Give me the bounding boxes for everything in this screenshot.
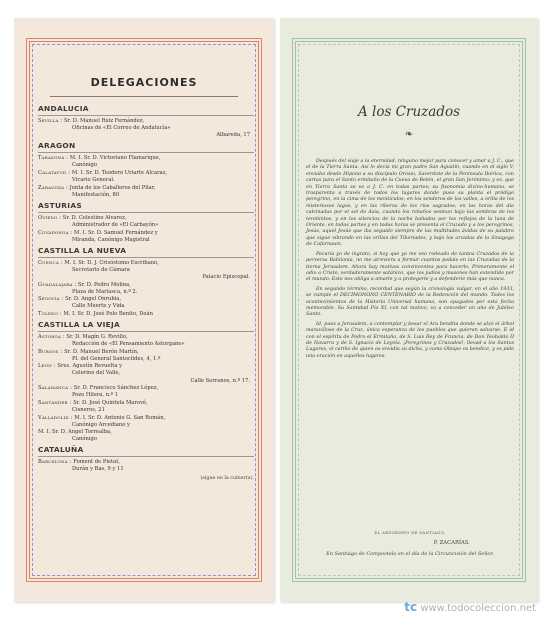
delegation-section: [38, 104, 254, 139]
delegate-address: Calle Serranos, n.º 17.: [190, 377, 250, 384]
city-name: Covadonga :: [38, 229, 73, 236]
delegate-detail: Manifestación, 80: [72, 191, 120, 198]
watermark: [404, 600, 536, 614]
city-name: Oviedo :: [38, 214, 62, 221]
delegate-detail: Pl. del General Santocildes, 4, 1.º: [72, 355, 161, 362]
letter-body: [306, 158, 514, 362]
delegate-detail: Canónigo Arcediano y: [72, 421, 130, 428]
delegate-name: M. I. Sr. D. Teodoro Uriarte Alcaraz,: [71, 169, 168, 176]
delegate-name: Sr. D. José Quintela Marové,: [73, 399, 148, 406]
city-name: Tarazona :: [38, 155, 69, 162]
delegaciones-title: DELEGACIONES: [90, 76, 198, 89]
delegate-name: Sr. D. Manuel Ruiz Fernández,: [64, 118, 145, 124]
delegate-address: Albareda, 17: [216, 132, 250, 139]
delegate-detail: Oficinas de «El Correo de Andalucía»: [72, 125, 171, 132]
delegate-name: Junta de los Caballeros del Pilar,: [69, 184, 156, 191]
delegation-entry: [38, 215, 254, 229]
delegation-section: [38, 141, 254, 199]
delegation-entry: [38, 311, 254, 318]
section-heading: CASTILLA LA VIEJA: [38, 319, 121, 329]
watermark-url: www.todocoleccion.net: [420, 603, 536, 614]
signature-block: [306, 530, 514, 558]
city-name: Astorga :: [38, 333, 65, 340]
delegation-entry: [38, 363, 254, 384]
delegate-detail: Plaza de Marlasca, n.º 2.: [72, 288, 138, 295]
delegations-list: [38, 104, 254, 481]
signature-name: P. ZACARÍAS.: [433, 540, 470, 546]
city-name: Sevilla :: [38, 118, 63, 124]
delegation-section: [38, 445, 254, 473]
section-divider: [38, 331, 254, 332]
delegate-name: M. I. Sr. D. Antonio G. San Román,: [74, 414, 166, 421]
delegation-entry: [38, 385, 254, 399]
delegation-entry: [38, 170, 254, 184]
section-heading: CASTILLA LA NUEVA: [38, 245, 127, 255]
delegate-name: Foment de Pietat,: [73, 459, 120, 466]
delegation-entry: [38, 400, 254, 414]
continued-note: (sigue en la cubierta).: [200, 475, 254, 481]
left-page: [14, 18, 274, 602]
section-divider: [38, 456, 254, 457]
delegation-section: [38, 201, 254, 244]
letter-paragraph: En segundo término, recordad que según la cronología vulgar, en el año 1933, se cumple el DECIMONONO CENTENARIO de la Redención del mundo. Todos los acontecimientos de la Historia Universal humana, son apagados por esta fecha memorable. Su Santidad Pío XI, con tal motivo, va a conceder un año de Jubileo Santo.: [306, 285, 514, 318]
city-name: Salamanca :: [38, 385, 73, 392]
delegate-detail: Vicario General.: [72, 177, 115, 184]
delegation-section: [38, 320, 254, 443]
city-name: Burgos :: [38, 348, 63, 355]
section-divider: [38, 212, 254, 213]
delegation-entry: [38, 334, 254, 348]
delegate-detail: Secretario de Cámara: [72, 266, 130, 273]
city-name: Valladolid :: [38, 414, 73, 421]
city-name: Segovia :: [38, 296, 64, 303]
section-divider: [38, 152, 254, 153]
city-name: Zaragoza :: [38, 184, 68, 191]
todocoleccion-logo: tc: [404, 600, 418, 614]
fleuron-ornament-icon: ❧: [404, 129, 414, 140]
delegation-entry: [38, 118, 254, 139]
delegation-entry: [38, 459, 254, 473]
delegate-detail: Pozo Hilera, n.º 1: [72, 392, 119, 399]
delegation-entry: [38, 429, 254, 443]
delegate-name: Sr. D. Pedro Molina,: [77, 281, 131, 288]
delegation-entry: [38, 349, 254, 363]
city-name: Barcelona :: [38, 459, 72, 466]
delegation-entry: [38, 260, 254, 281]
delegate-detail: Celerino del Valle,: [72, 370, 121, 377]
city-name: León :: [38, 363, 56, 370]
delegate-detail: Administrador de «El Carbayón»: [72, 221, 159, 228]
section-heading: ARAGON: [38, 141, 76, 151]
section-heading: CATALUÑA: [38, 445, 84, 455]
letter-paragraph: Después del viaje a la eternidad, ninguno mejor para conocer y amar a J. C., que el de la Tierra Santa. Así lo decía mi gran padre San Agustín, cuando en el siglo V, enviaba desde Hipona a su discípulo Orosio, Sacerdote de la Península Ibérica, con cartas para el Santo ermitaño de la Cueva de Belén, el gran San Jerónimo; y es, que en Tierra Santa se ve a J. C. en todas partes; su fisonomía divino-humana, se trasparenta a través de todos los lugares donde puso su planta el pródigo peregrino, en la cima de los montículos; en los senderos de los valles, a orilla de los misteriosos lagos, y en las riberas de los ríos sagrados; en las horas del día calcinadas por el sol de Asia, cuando los rebaños sestean bajo las sombras de los terebintos, y en los silencios de la noche bañados por los reflejos de la luna de Oriente, en todas partes y en todas horas se presenta el Cruzado y a los peregrinos, Jesús, aquel Jesús que iba seguido siempre de las multitudes ávidas de su palabra que sigue vibrando en las orillas del Tiberiades, y bajo los arcadas de la Sinagoga de Cafarnaum.: [306, 158, 514, 248]
delegate-detail: Canónigo: [72, 436, 97, 443]
letter-paragraph: Pecaría yo de ingrato, si hoy que ya me veo rodeado de tantos Cruzados de la perversa Babilonia, no me atreviera a formar cuantos podáis en las Cruzadas de la tierna Jerusalem. Ahora hay motivos convincentes para hacerlo. Primeramente el odio a Cristo, verdaderamente satánico, que los judíos y masones han extendido por el mundo. Esto nos obliga a amarle y a protegerle y a defenderle más que nunca.: [306, 250, 514, 283]
delegate-detail: Canónigo: [72, 162, 97, 169]
delegate-detail: Calle Muerte y Vida: [72, 303, 125, 310]
section-heading: ANDALUCIA: [38, 104, 89, 113]
delegation-entry: [38, 296, 254, 310]
delegate-name: Sres. Agustín Revuelta y: [57, 363, 123, 370]
delegate-detail: Miranda, Canónigo Magistral: [72, 236, 150, 243]
city-name: Santander :: [38, 399, 72, 406]
closing-place-date: En Santiago de Compostela en el día de la Circuncisión del Señor.: [326, 551, 494, 557]
delegate-detail: Redacción de «El Pensamiento Astorgano»: [72, 341, 185, 348]
city-name: Guadalajara :: [38, 281, 77, 288]
section-divider: [38, 115, 254, 116]
delegation-entry: [38, 155, 254, 169]
delegation-entry: [38, 185, 254, 199]
delegate-name: M. I. Sr. D. Angel Torrealba,: [38, 429, 112, 436]
title-divider: [50, 96, 238, 97]
delegation-section: [38, 246, 254, 318]
delegate-name: M. I. Sr. D. Victoriano Flamarique,: [69, 155, 161, 162]
letter-paragraph: Id, pues a Jerusalem, a contemplar y besar el Ara bendita donde se alzó el árbol maravilloso de la Cruz, única esperanza de los pueblos que quieran salvarse. E id con el espíritu de Pedro el Ermitaño, de S. Luis Rey de Francia, de Don Teobaldo II de Navarra y de S. Ignacio de Loyola. ¡Peregrinos y Cruzados!, llevad a los Santos Lugares, el cariño de quien os envidia su dicha, y como Obispo os bendice, y os pide una oración en aquellos lugares.: [306, 320, 514, 359]
section-heading: ASTURIAS: [38, 200, 82, 210]
delegate-name: M. I. Sr. D. Samuel Fernández y: [74, 229, 158, 236]
delegate-name: Sr. D. Celestino Alvarez,: [62, 214, 127, 221]
delegate-name: M. I. Sr. D. José Polo Benito, Deán: [63, 310, 153, 317]
delegation-entry: [38, 230, 254, 244]
delegate-name: Sr. D. Magín G. Revillo,: [66, 333, 128, 340]
city-name: Cuenca :: [38, 259, 63, 266]
delegate-name: Sr. D. Manuel Berón Martín,: [64, 348, 139, 355]
city-name: Calatayud :: [38, 169, 71, 176]
delegation-entry: [38, 415, 254, 429]
right-page: [280, 18, 538, 602]
delegate-detail: Durán y Bas, 9 y 11: [72, 466, 124, 473]
signature-title: EL ARZOBISPO DE SANTIAGO,: [374, 530, 446, 535]
delegate-detail: Cisneros, 21: [72, 406, 105, 413]
delegate-name: Sr. D. Angel Onrubia,: [65, 296, 122, 303]
cruzados-title: A los Cruzados: [357, 104, 461, 120]
section-divider: [38, 257, 254, 258]
delegate-name: M. I. Sr. D. J. Crisóstomo Escribano,: [64, 259, 159, 266]
delegate-address: Palacio Episcopal.: [202, 273, 250, 280]
delegate-name: Sr. D. Francisco Sánchez López,: [73, 385, 159, 392]
city-name: Toledo :: [38, 310, 62, 317]
delegation-entry: [38, 282, 254, 296]
